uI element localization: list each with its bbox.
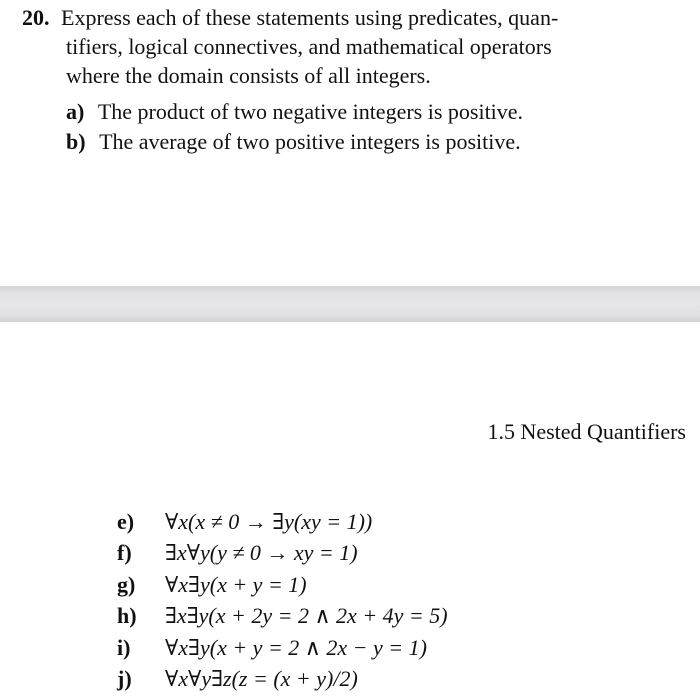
formula-expr-j: ∀x∀y∃z(z = (x + y)/2): [165, 666, 358, 691]
problem-part-b: [66, 127, 521, 157]
page-separator: [0, 286, 700, 322]
formula-label-h: h): [117, 603, 137, 628]
problem-line-1: [22, 3, 558, 33]
problem-statement-line-2: tifiers, logical connectives, and mathematical operators: [66, 34, 552, 59]
formula-expr-g: ∀x∃y(x + y = 1): [165, 572, 307, 597]
formula-label-i: i): [117, 635, 131, 660]
part-a-label: a): [66, 99, 85, 124]
formula-expr-h: ∃x∃y(x + 2y = 2 ∧ 2x + 4y = 5): [165, 603, 448, 628]
problem-statement-line-1: Express each of these statements using predicates, quan-: [61, 5, 559, 30]
formula-item-j: [117, 664, 358, 694]
formula-expr-e: ∀x(x ≠ 0 → ∃y(xy = 1)): [165, 509, 373, 534]
formula-expr-i: ∀x∃y(x + y = 2 ∧ 2x − y = 1): [165, 635, 427, 660]
formula-item-i: [117, 633, 427, 663]
problem-number: 20.: [22, 5, 50, 30]
formula-item-h: [117, 601, 448, 631]
formula-item-f: [117, 538, 358, 568]
problem-statement-line-3: where the domain consists of all integers.: [66, 63, 431, 88]
formula-label-e: e): [117, 509, 135, 534]
problem-part-a: [66, 97, 523, 127]
formula-label-g: g): [117, 572, 136, 597]
formula-label-j: j): [117, 666, 132, 691]
part-a-text: The product of two negative integers is positive.: [97, 99, 524, 124]
part-b-text: The average of two positive integers is positive.: [99, 129, 521, 154]
formula-expr-f: ∃x∀y(y ≠ 0 → xy = 1): [165, 540, 358, 565]
section-header: 1.5 Nested Quantifiers: [487, 419, 686, 444]
part-b-label: b): [66, 129, 86, 154]
formula-label-f: f): [117, 540, 132, 565]
problem-block: [0, 0, 700, 290]
formula-item-e: [117, 507, 372, 537]
formula-item-g: [117, 570, 307, 600]
